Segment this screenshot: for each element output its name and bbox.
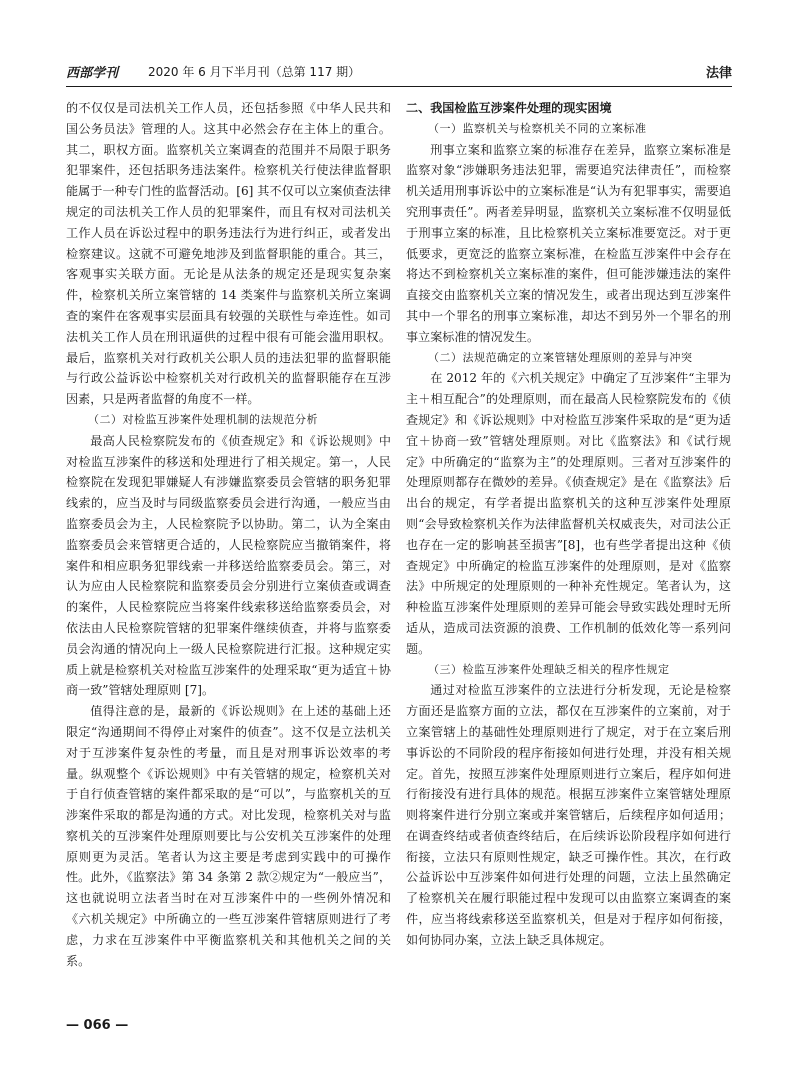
- right-paragraph-2: 在 2012 年的《六机关规定》中确定了互涉案件“主罪为主＋相互配合”的处理原则，而在最高人民检察院发布的《侦查规定》和《诉讼规则》中对检监互涉案件采取的是“更为适宜＋协商一致”管辖处理原则。对比《监察法》和《试行规定》中所确定的“监察为主”的处理原则。三者对互涉案件的处理原则都存在微妙的差异。《侦查规定》是在《监察法》后出台的规定，有学者提出监察机关的这种互涉案件处理原则“会导致检察机关作为法律监督机关权威丧失，对司法公正也存在一定的影响甚至损害”[8]，也有些学者提出这种《侦查规定》中所确定的检监互涉案件的处理原则，是对《监察法》中所规定的处理原则的一种补充性规定。笔者认为，这种检监互涉案件处理原则的差异可能会导致实践处理时无所适从，造成司法资源的浪费、工作机制的低效化等一系列问题。: [406, 371, 731, 656]
- left-paragraph-2: 最高人民检察院发布的《侦查规定》和《诉讼规则》中对检监互涉案件的移送和处理进行了相关规定。第一，人民检察院在发现犯罪嫌疑人有涉嫌监察委员会管辖的职务犯罪线索的，应当及时与同级监察委员会进行沟通，一般应当由监察委员会为主，人民检察院予以协助。第二，认为全案由监察委员会来管辖更合适的，人民检察院应当撤销案件，将案件和相应职务犯罪线索一并移送给监察委员会。第三，对认为应由人民检察院和监察委员会分别进行立案侦查或调查的案件，人民检察院应当将案件线索移送给监察委员会，对依法由人民检察院管辖的犯罪案件继续侦查，并将与监察委员会沟通的情况向上一级人民检察院进行汇报。这种规定实质上就是检察机关对检监互涉案件的处理采取“更为适宜＋协商一致”管辖处理原则 [7]。: [66, 433, 391, 698]
- left-paragraph-1: 的不仅仅是司法机关工作人员，还包括参照《中华人民共和国公务员法》管理的人。这其中必然会存在主体上的重合。其二，职权方面。监察机关立案调查的范围并不局限于职务犯罪案件，还包括职务违法案件。检察机关行使法律监督职能属于一种专门性的监督活动。[6] 其不仅可以立案侦查法律规定的司法机关工作人员的犯罪案件，而且有权对司法机关工作人员在诉讼过程中的职务违法行为进行纠正，或者发出检察建议。这就不可避免地涉及到监督职能的重合。其三，客观事实关联方面。无论是从法条的规定还是现实复杂案件，检察机关所立案管辖的 14 类案件与监察机关所立案调查的案件在客观事实层面具有较强的关联性与牵连性。如司法机关工作人员在刑讯逼供的过程中很有可能会滥用职权。最后，监察机关对行政机关公职人员的违法犯罪的监督职能与行政公益诉讼中检察机关对行政机关的监督职能存在互涉因素，只是两者监督的角度不一样。: [66, 101, 391, 407]
- page-number: — 066 —: [66, 1018, 129, 1033]
- running-header: [66, 58, 732, 86]
- right-paragraph-3: 通过对检监互涉案件的立法进行分析发现，无论是检察方面还是监察方面的立法，都仅在互涉案件的立案前，对于立案管辖上的基础性处理原则进行了规定，对于在立案后刑事诉讼的不同阶段的程序衔接如何进行处理，并没有相关规定。首先，按照互涉案件处理原则进行立案后，程序如何进行衔接没有进行具体的规范。根据互涉案件立案管辖处理原则将案件进行分别立案或并案管辖后，后续程序如何适用；在调查终结或者侦查终结后，在后续诉讼阶段程序如何进行衔接，立法只有原则性规定，缺乏可操作性。其次，在行政公益诉讼中互涉案件如何进行处理的问题，立法上虽然确定了检察机关在履行职能过程中发现可以由监察立案调查的案件，应当将线索移送至监察机关，但是对于程序如何衔接，如何协同办案，立法上缺乏具体规定。: [406, 683, 731, 947]
- section-heading-2: 二、我国检监互涉案件处理的现实困境: [406, 101, 612, 115]
- left-subheading-2: （二）对检监互涉案件处理机制的法规范分析: [88, 412, 318, 426]
- journal-masthead: 西部学刊: [66, 66, 119, 81]
- header-rule: [66, 86, 732, 87]
- left-column: [66, 98, 391, 971]
- right-subheading-1: （一）监察机关与检察机关不同的立案标准: [428, 121, 647, 135]
- left-paragraph-3: 值得注意的是，最新的《诉讼规则》在上述的基础上还限定“沟通期间不得停止对案件的侦查”。这不仅是立法机关对于互涉案件复杂性的考量，而且是对刑事诉讼效率的考量。纵观整个《诉讼规则》中有关管辖的规定，检察机关对于自行侦查管辖的案件都采取的是“可以”，与监察机关的互涉案件采取的都是沟通的方式。对比发现，检察机关对与监察机关的互涉案件处理原则要比与公安机关互涉案件的处理原则更为灵活。笔者认为这主要是考虑到实践中的可操作性。此外，《监察法》第 34 条第 2 款②规定为“一般应当”，这也就说明立法者当时在对互涉案件中的一些例外情况和《六机关规定》中所确立的一些互涉案件管辖原则进行了考虑，力求在互涉案件中平衡监察机关和其他机关之间的关系。: [66, 704, 391, 968]
- right-subheading-3: （三）检监互涉案件处理缺乏相关的程序性规定: [428, 662, 670, 676]
- right-subheading-2: （二）法规范确定的立案管辖处理原则的差异与冲突: [428, 350, 693, 364]
- right-paragraph-1: 刑事立案和监察立案的标准存在差异，监察立案标准是监察对象“涉嫌职务违法犯罪，需要追究法律责任”，而检察机关适用刑事诉讼中的立案标准是“认为有犯罪事实，需要追究刑事责任”。两者差异明显，监察机关立案标准不仅明显低于刑事立案的标准，且比检察机关立案标准要宽泛。对于更低要求，更宽泛的监察立案标准，在检监互涉案件中会存在将达不到检察机关立案标准的案件，但可能涉嫌违法的案件直接交由监察机关立案的情况发生，或者出现达到互涉案件其中一个罪名的刑事立案标准，却达不到另外一个罪名的刑事立案标准的情况发生。: [406, 142, 731, 344]
- right-column: [406, 98, 731, 951]
- section-label: 法律: [705, 66, 732, 81]
- issue-info: 2020 年 6 月下半月刊（总第 117 期）: [148, 65, 361, 79]
